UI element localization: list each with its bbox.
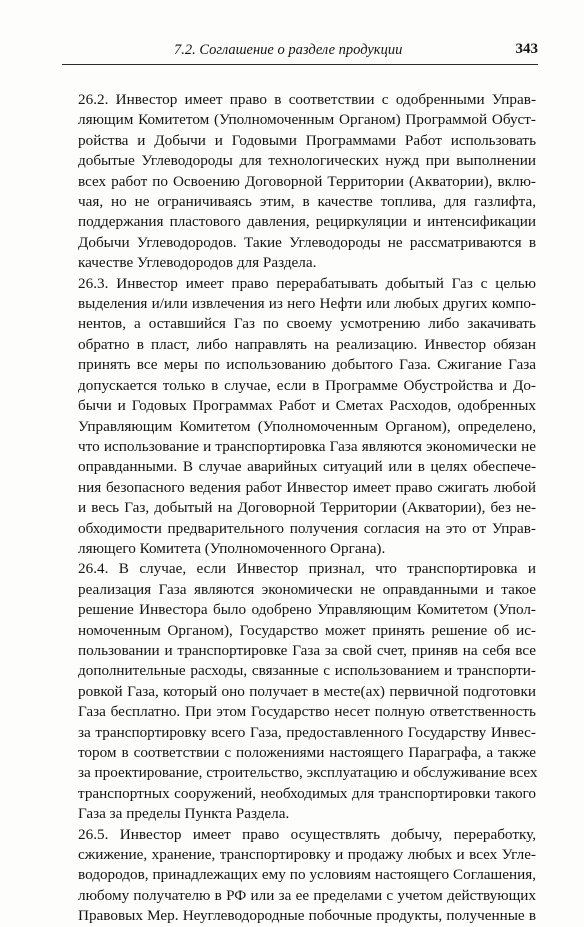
text-line: ляющего Комитета (Уполномоченного Органа). [78,539,386,557]
text-line: оправданными. В случае аварийных ситуаций или в целях обеспече- [78,458,536,476]
text-line: всех работ по Освоению Договорной Территории (Акватории), вклю- [78,172,536,190]
text-line: обратно в пласт, либо направлять на реализацию. Инвестор обязан [78,335,536,353]
text-line: любому получателю в РФ или за ее пределами с учетом действующих [78,886,536,904]
text-line: номоченным Органом), Государство может принять решение об ис- [78,621,536,639]
text-line: 26.4. В случае, если Инвестор признал, что транспортировка и [78,560,536,578]
paragraph [60,825,536,927]
text-line: ния безопасного ведения работ Инвестор имеет право сжигать любой [78,478,536,496]
paragraph [60,274,536,560]
text-line: решение Инвестора было одобрено Управляющим Комитетом (Упол- [78,601,536,619]
text-line: пользовании и транспортировке Газа за свой счет, приняв на себя все [78,641,536,659]
text-line: транспортных сооружений, необходимых для транспортировки такого [78,784,536,802]
text-line: добытые Углеводороды для технологических нужд при выполнении [78,152,536,170]
text-line: Газа за пределы Пункта Раздела. [78,805,290,823]
text-line: Добычи Углеводородов. Такие Углеводороды не рассматриваются в [78,233,536,251]
text-line: ройства и Добычи и Годовыми Программами Работ использовать [78,131,536,149]
text-line: 26.3. Инвестор имеет право перерабатывать добытый Газ с целью [78,274,536,292]
text-line: дополнительные расходы, связанные с использованием и транспорти- [78,662,536,680]
page-number: 343 [515,41,538,57]
text-line: Управляющим Комитетом (Уполномоченным Органом), определено, [78,417,536,435]
text-line: тором в соответствии с положениями настоящего Параграфа, а также [78,744,536,761]
text-line: что использование и транспортировка Газа являются экономически не [78,437,536,455]
text-line: допускается только в случае, если в Программе Обустройства и До- [78,376,536,394]
text-line: чая, но не ограничиваясь этим, в качестве топлива, для газлифта, [78,193,536,211]
text-line: за проектирование, строительство, эксплуатацию и обслуживание всех [78,764,538,782]
text-line: сжижение, хранение, транспортировку и продажу любых и всех Угле- [78,846,536,864]
page-header [62,40,538,65]
text-line: ляющим Комитетом (Уполномоченным Органом) Программой Обуст- [78,111,536,129]
text-line: Правовых Мер. Неуглеводородные побочные продукты, полученные в [78,907,536,925]
text-line: реализация Газа являются экономически не оправданными и такое [78,580,536,598]
text-line: Газа бесплатно. При этом Государство несет полную ответственность [78,703,536,721]
text-line: и весь Газ, добытый на Договорной Территории (Акватории), без не- [78,499,536,517]
text-line: водородов, принадлежащих ему по условиям настоящего Соглашения, [78,866,536,884]
text-line: выделения и/или извлечения из него Нефти или любых других компо- [78,295,536,313]
text-line: бычи и Годовых Программах Работ и Сметах Расходов, одобренных [78,397,536,415]
text-line: 26.2. Инвестор имеет право в соответствии с одобренными Управ- [78,91,536,108]
body-text [60,90,536,927]
text-line: ровкой Газа, который оно получает в месте(ах) первичной подготовки [78,682,536,700]
running-title: 7.2. Соглашение о разделе продукции [174,42,403,58]
text-line: обходимости предварительного получения согласия на это от Управ- [78,519,536,537]
text-line: 26.5. Инвестор имеет право осуществлять добычу, переработку, [78,825,536,843]
text-line: нентов, а оставшийся Газ по своему усмотрению либо закачивать [78,315,536,333]
paragraph [60,559,536,824]
text-line: поддержания пластового давления, рециркуляции и интенсификации [78,213,536,231]
text-line: качестве Углеводородов для Раздела. [78,254,317,272]
paragraph [60,90,536,274]
text-line: принять все меры по использованию добытого Газа. Сжигание Газа [78,356,536,374]
text-line: за транспортировку всего Газа, предоставленного Государству Инвес- [78,723,536,741]
